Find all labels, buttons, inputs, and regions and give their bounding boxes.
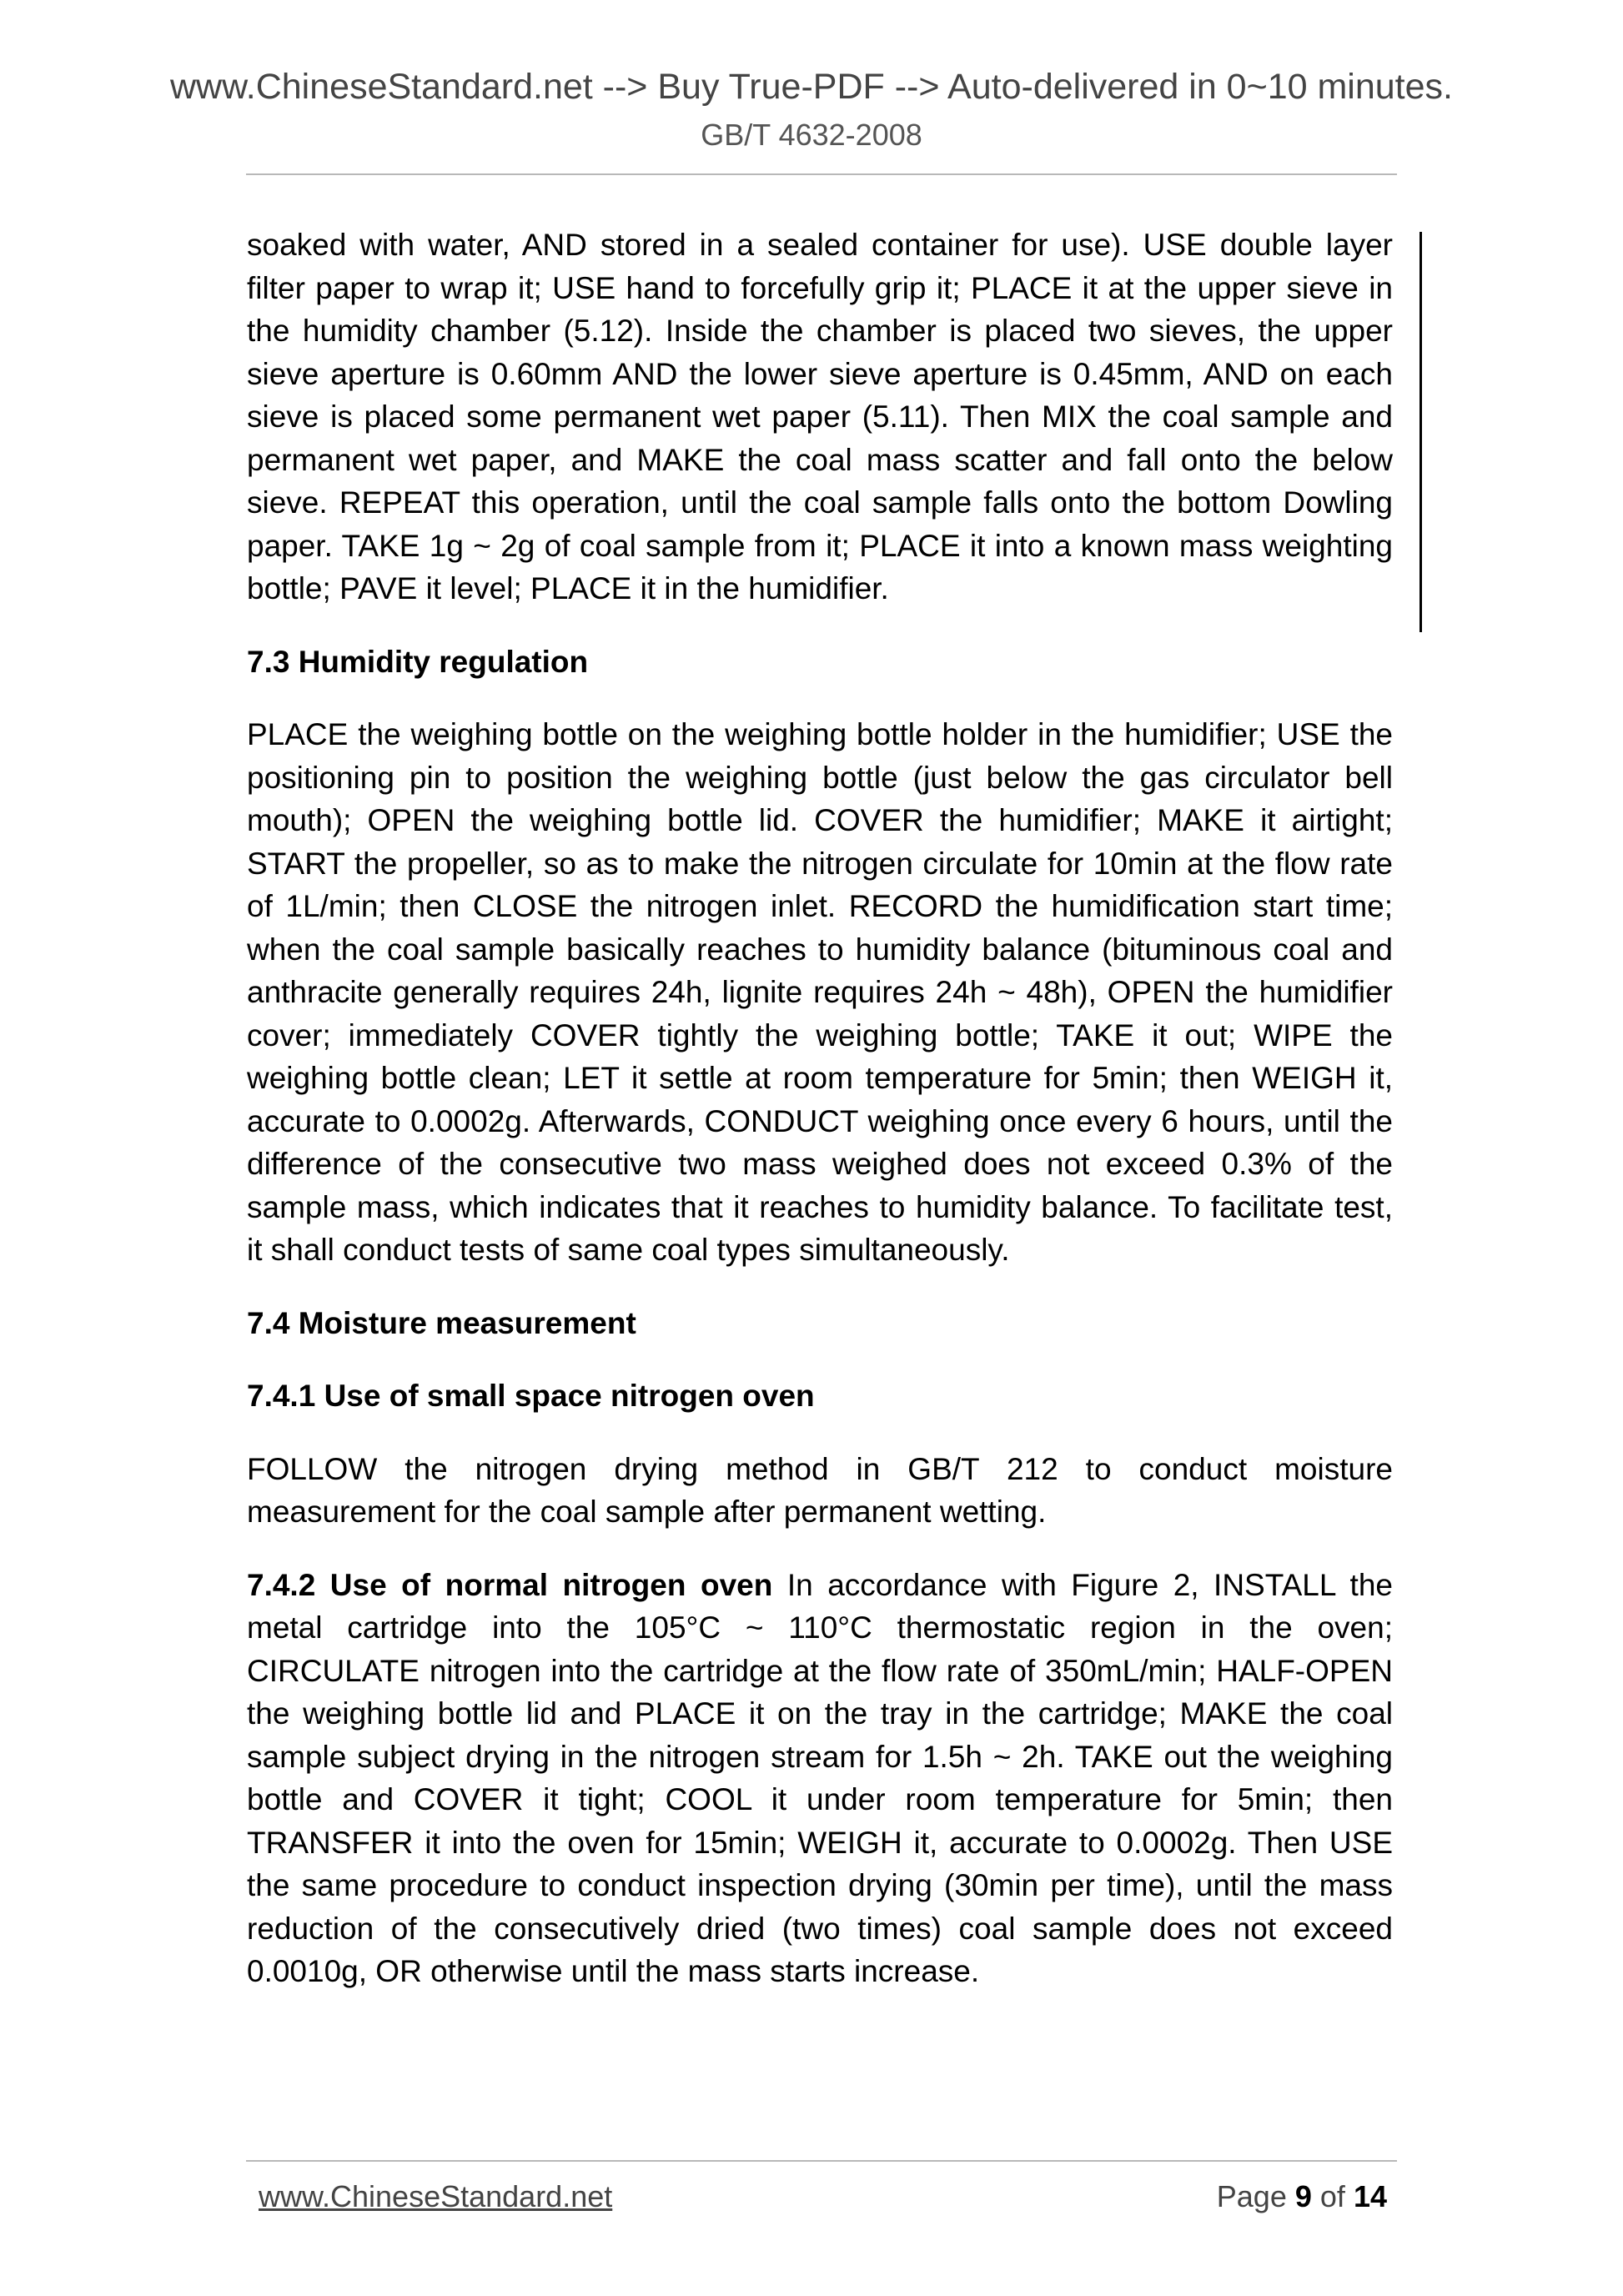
- page-total: 14: [1353, 2179, 1387, 2213]
- footer-divider: [246, 2160, 1397, 2162]
- heading-7-4-2: 7.4.2 Use of normal nitrogen oven: [247, 1567, 773, 1602]
- paragraph-7-4-1: FOLLOW the nitrogen drying method in GB/T 212 to conduct moisture measurement for the coal sample after permanent wetting.: [247, 1451, 1393, 1529]
- site-banner: www.ChineseStandard.net --> Buy True-PDF --> Auto-delivered in 0~10 minutes.: [169, 67, 1453, 107]
- paragraph-7-4-2-text: In accordance with Figure 2, INSTALL the metal cartridge into the 105°C ~ 110°C thermostatic region in the oven; CIRCULATE nitrogen into the cartridge at the flow rate of 350mL/min; HALF-OPEN the weighing bottle lid and PLACE it on the tray in the cartridge; MAKE the coal sample subject drying in the nitrogen stream for 1.5h ~ 2h. TAKE out the weighing bottle and COVER it tight; COOL it under room temperature for 5min; then TRANSFER it into the oven for 15min; WEIGH it, accurate to 0.0002g. Then USE the same procedure to conduct inspection drying (30min per time), until the mass reduction of the consecutively dried (two times) coal sample does not exceed 0.0010g, OR otherwise until the mass starts increase.: [247, 1567, 1393, 1988]
- page-indicator: [1217, 2178, 1387, 2215]
- document-body: [247, 224, 1393, 2023]
- heading-7-3: 7.3 Humidity regulation: [247, 644, 589, 679]
- page-number: 9: [1294, 2179, 1312, 2213]
- header-divider: [246, 173, 1397, 175]
- page-of: of: [1319, 2179, 1345, 2213]
- footer-site-link[interactable]: www.ChineseStandard.net: [259, 2179, 613, 2213]
- paragraph-7-4-2: [247, 1564, 1393, 1993]
- paragraph-intro: soaked with water, AND stored in a sealed container for use). USE double layer filter paper to wrap it; USE hand to forcefully grip it; PLACE it at the upper sieve in the humidity chamber (5.12). Inside the chamber is placed two sieves, the upper sieve aperture is 0.60mm AND the lower sieve aperture is 0.45mm, AND on each sieve is placed some permanent wet paper (5.11). Then MIX the coal sample and permanent wet paper, and MAKE the coal mass scatter and fall onto the below sieve. REPEAT this operation, until the coal sample falls onto the bottom Dowling paper. TAKE 1g ~ 2g of coal sample from it; PLACE it into a known mass weighting bottle; PAVE it level; PLACE it in the humidifier.: [247, 228, 1393, 605]
- page-prefix: Page: [1216, 2179, 1287, 2213]
- document-code: GB/T 4632-2008: [701, 118, 922, 152]
- paragraph-7-3: PLACE the weighing bottle on the weighing bottle holder in the humidifier; USE the positioning pin to position the weighing bottle (just below the gas circulator bell mouth); OPEN the weighing bottle lid. COVER the humidifier; MAKE it airtight; START the propeller, so as to make the nitrogen circulate for 10min at the flow rate of 1L/min; then CLOSE the nitrogen inlet. RECORD the humidification start time; when the coal sample basically reaches to humidity balance (bituminous coal and anthracite generally requires 24h, lignite requires 24h ~ 48h), OPEN the humidifier cover; immediately COVER tightly the weighing bottle; TAKE it out; WIPE the weighing bottle clean; LET it settle at room temperature for 5min; then WEIGH it, accurate to 0.0002g. Afterwards, CONDUCT weighing once every 6 hours, until the difference of the consecutive two mass weighed does not exceed 0.3% of the sample mass, which indicates that it reaches to humidity balance. To facilitate test, it shall conduct tests of same coal types simultaneously.: [247, 717, 1393, 1267]
- heading-7-4: 7.4 Moisture measurement: [247, 1305, 636, 1340]
- revision-bar: [1419, 232, 1422, 632]
- heading-7-4-1: 7.4.1 Use of small space nitrogen oven: [247, 1379, 815, 1413]
